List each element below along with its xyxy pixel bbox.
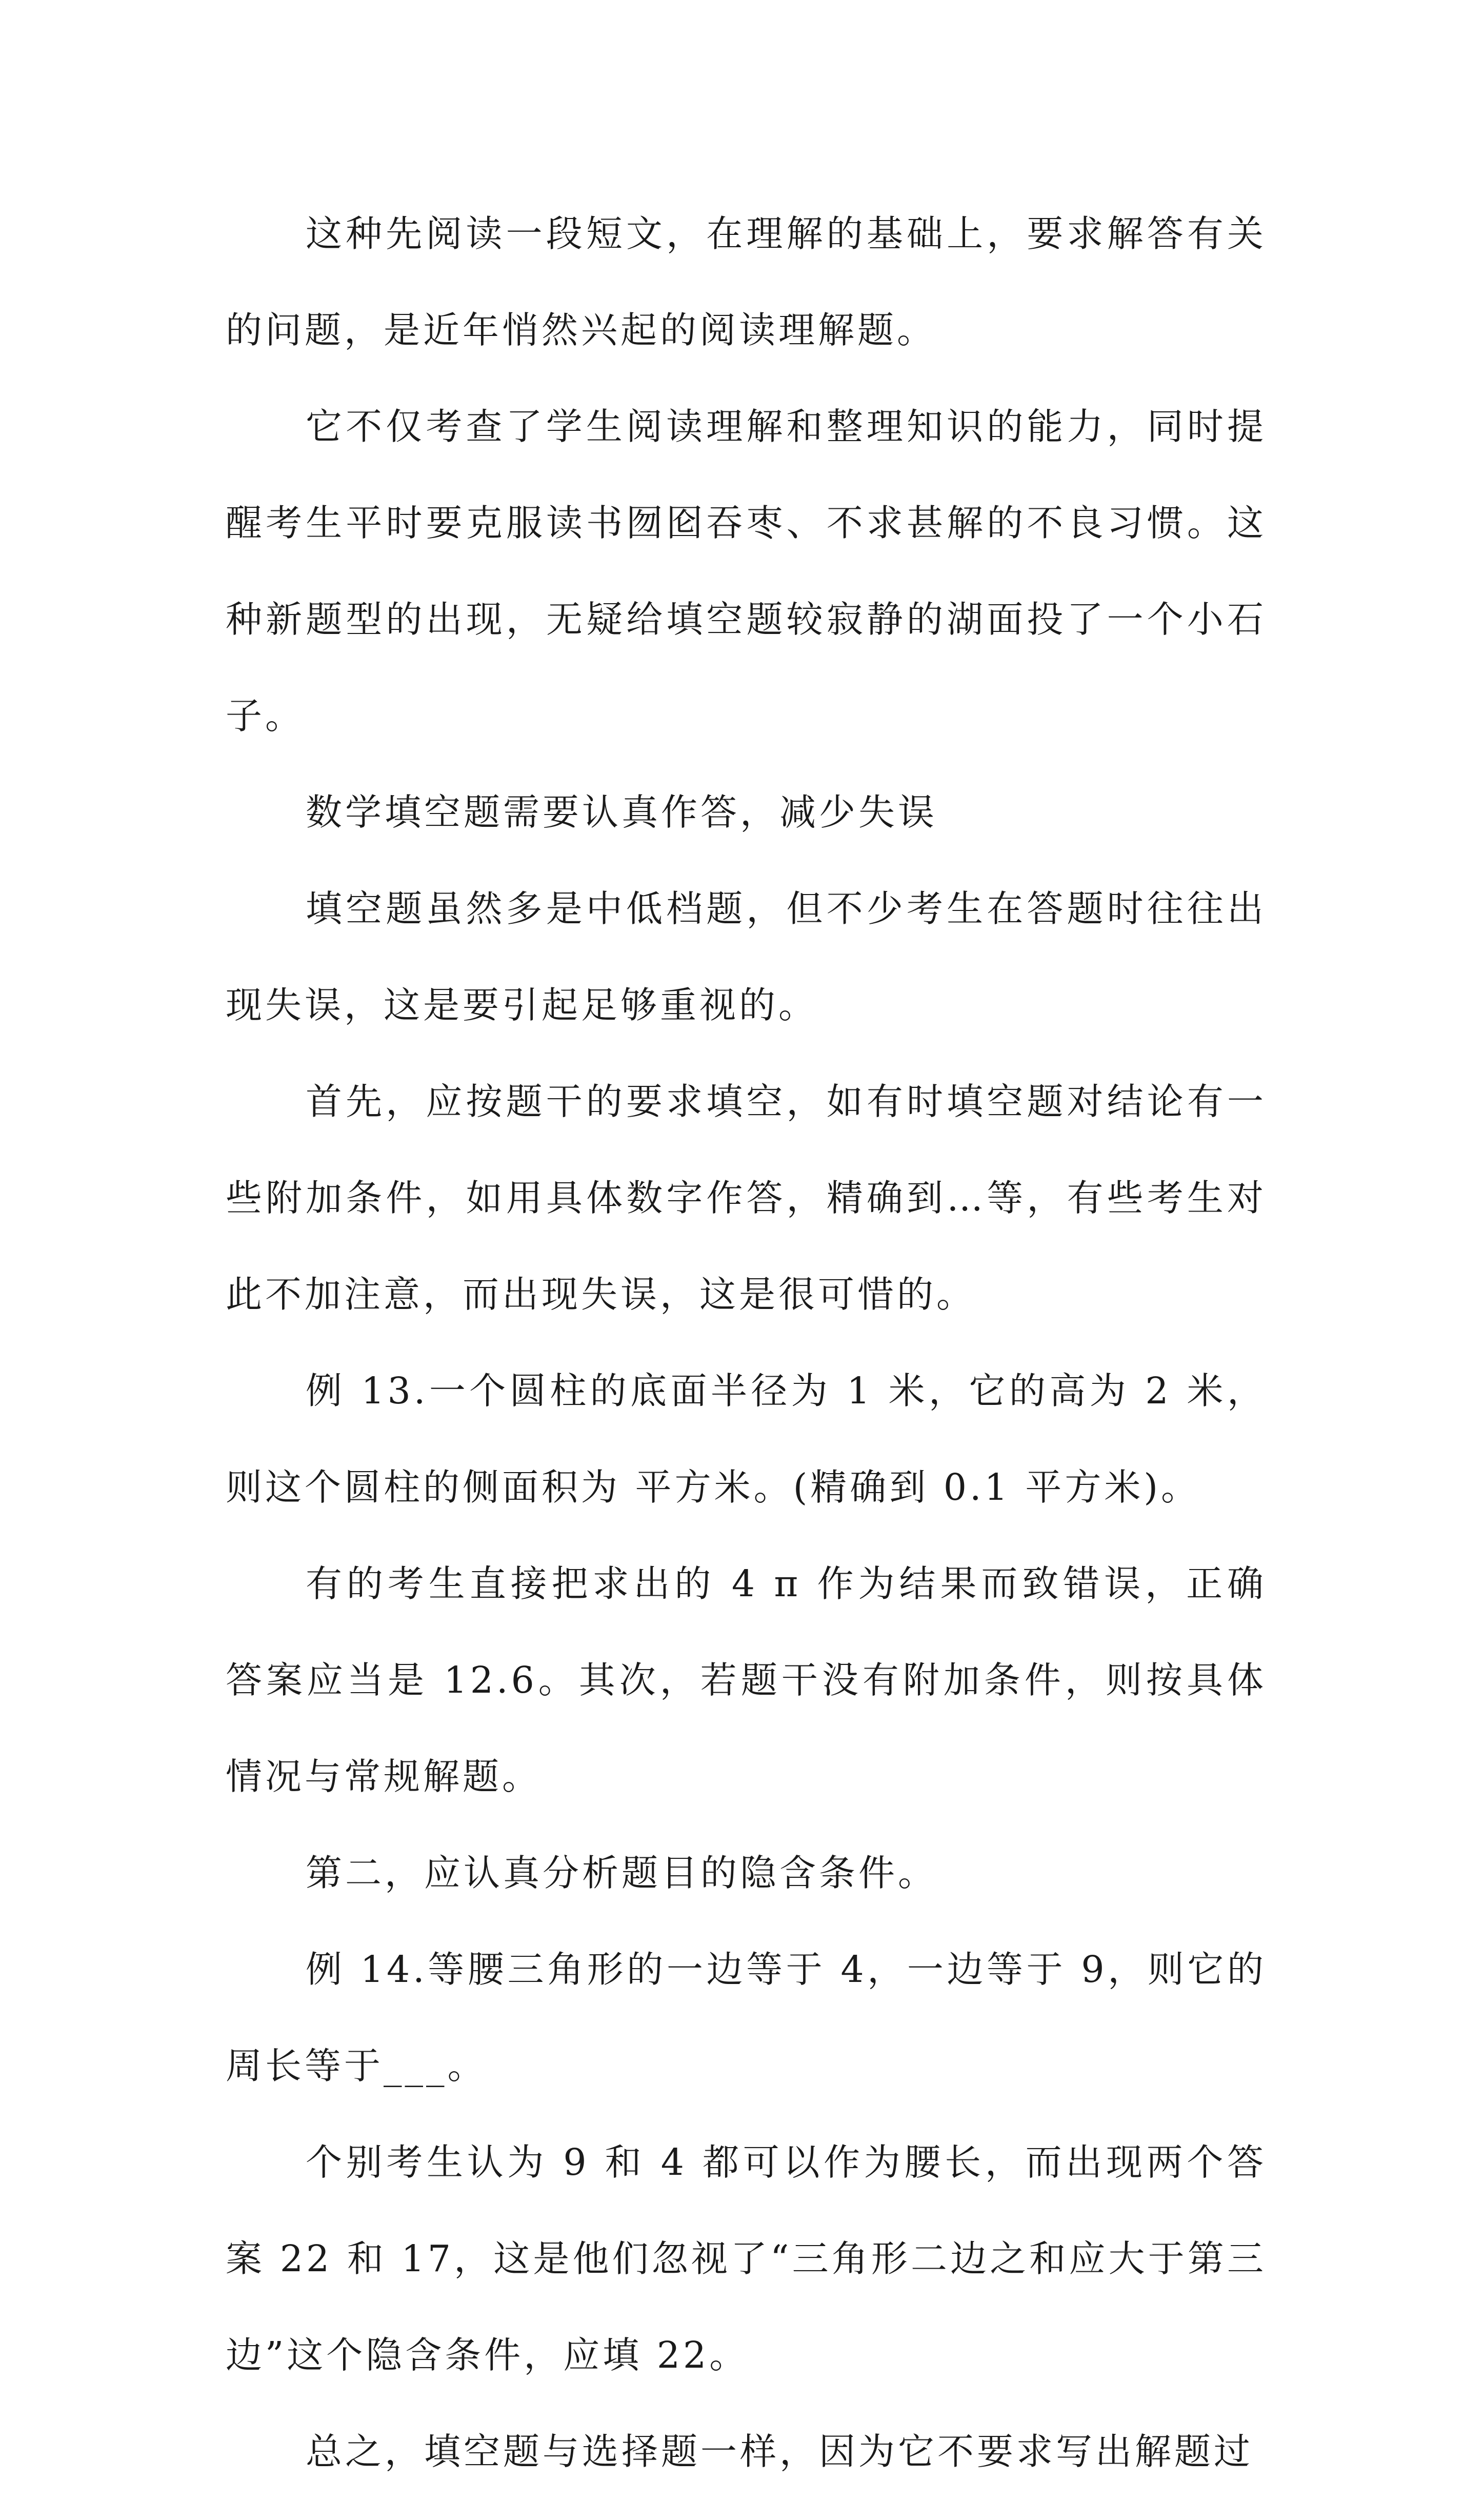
example-14-explanation: 个别考生认为 9 和 4 都可以作为腰长，而出现两个答案 22 和 17，这是他们忽视了“三角形二边之和应大于第三边”这个隐含条件，应填 22。	[226, 2141, 1267, 2376]
paragraph-new-question-type: 它不仅考查了学生阅读理解和整理知识的能力，同时提醒考生平时要克服读书囫囵吞枣、不求甚解的不良习惯。这种新题型的出现，无疑给填空题较寂静的湖面投了一个小石子。	[226, 405, 1267, 737]
paragraph-intro-reading: 这种先阅读一段短文，在理解的基础上，要求解答有关的问题，是近年悄然兴起的阅读理解题。	[226, 212, 1267, 351]
paragraph-second-point: 第二，应认真分析题目的隐含条件。	[306, 1852, 938, 1894]
example-14: 例 14.等腰三角形的一边等于 4，一边等于 9，则它的周长等于___。	[226, 1948, 1267, 2087]
example-13-explanation: 有的考生直接把求出的 4 π 作为结果而致错误，正确答案应当是 12.6。其次，若题干没有附加条件，则按具体情况与常规解题。	[226, 1562, 1267, 1798]
section-heading: 数学填空题需要认真作答，减少失误	[306, 791, 938, 834]
paragraph-common-mistakes: 填空题虽然多是中低档题，但不少考生在答题时往往出现失误，这是要引起足够重视的。	[226, 887, 1267, 1026]
body-text	[226, 186, 1267, 2500]
paragraph-summary: 总之，填空题与选择题一样，因为它不要求写出解题过	[306, 2430, 1254, 2473]
paragraph-first-point: 首先，应按题干的要求填空，如有时填空题对结论有一些附加条件，如用具体数字作答，精确到…等，有些考生对此不加注意，而出现失误，这是很可惜的。	[226, 1080, 1267, 1316]
example-13: 例 13.一个圆柱的底面半径为 1 米，它的高为 2 米，则这个圆柱的侧面积为 平方米。(精确到 0.1 平方米)。	[226, 1370, 1267, 1509]
